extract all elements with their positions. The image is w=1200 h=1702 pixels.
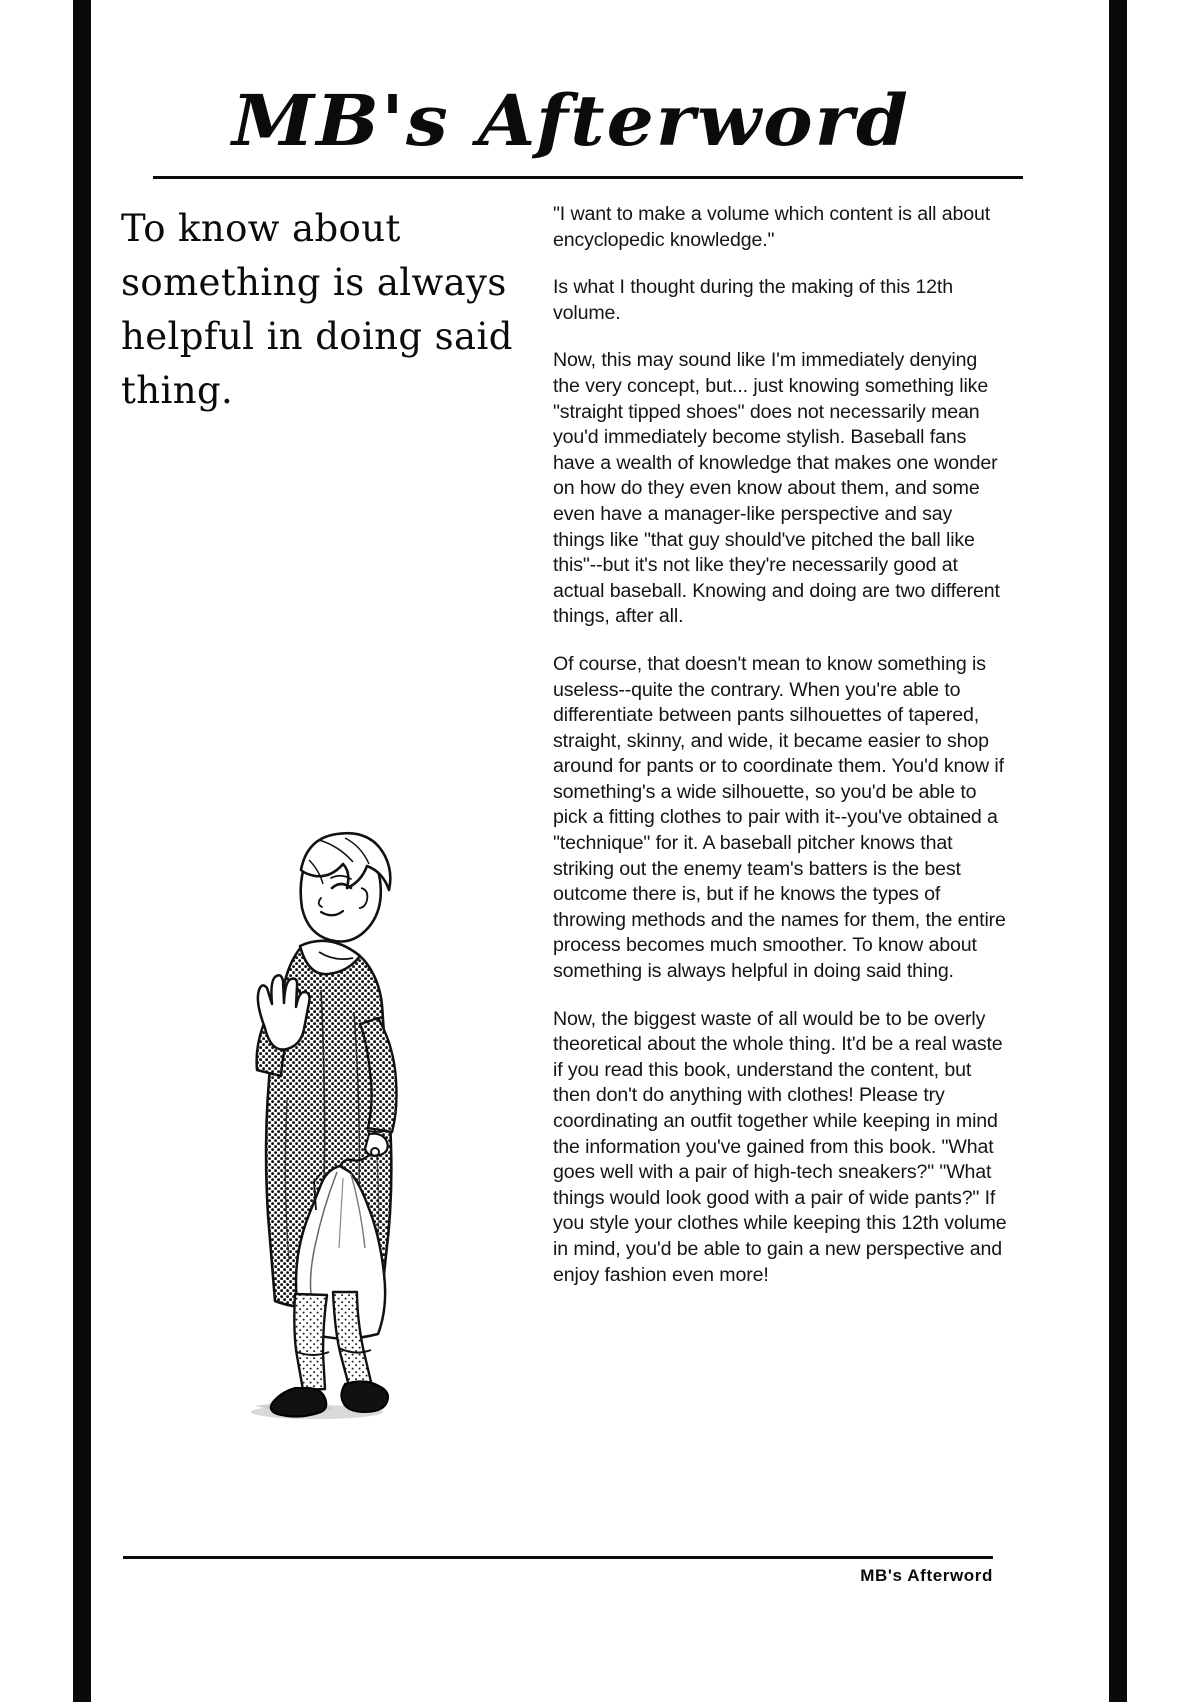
body-paragraph: Of course, that doesn't mean to know something is useless--quite the contrary. When you're able to differentiate between pants silhouettes of tapered, straight, skinny, and wide, it became easier to shop around for pants or to coordinate them. You'd know if something's a wide silhouette, so you'd be able to pick a fitting clothes to pair with it--you've obtained a "technique" for it. A baseball pitcher knows that striking out the enemy team's batters is the best outcome there is, but if he knows the types of throwing methods and the names for them, the entire process becomes much smoother. To know about something is always helpful in doing said thing.	[553, 652, 1006, 983]
page-frame-bar-left	[73, 0, 91, 1702]
page-title: MB's Afterword	[232, 79, 910, 162]
masthead	[121, 72, 1021, 184]
character-illustration	[169, 800, 509, 1440]
afterword-page	[91, 0, 1109, 1702]
page-frame-bar-right	[1109, 0, 1127, 1702]
body-paragraph: Now, the biggest waste of all would be to be overly theoretical about the whole thing. It'd be a real waste if you read this book, understand the content, but then don't do anything with clothes! Please try coordinating an outfit together while keeping in mind the information you've gained from this book. "What goes well with a pair of high-tech sneakers?" "What things would look good with a pair of wide pants?" If you style your clothes while keeping this 12th volume in mind, you'd be able to gain a new perspective and enjoy fashion even more!	[553, 1007, 1007, 1286]
body-paragraph: Now, this may sound like I'm immediately denying the very concept, but... just knowing something like "straight tipped shoes" does not necessarily mean you'd immediately become stylish. Baseball fans have a wealth of knowledge that makes one wonder on how do they even know about them, and some even have a manager-like perspective and say things like "that guy should've pitched the ball like this"--but it's not like they're necessarily good at actual baseball. Knowing and doing are two different things, after all.	[553, 349, 1000, 628]
footer-label: MB's Afterword	[860, 1566, 993, 1585]
footer-divider	[123, 1556, 993, 1559]
body-paragraph: Is what I thought during the making of this 12th volume.	[553, 276, 953, 324]
body-paragraph: "I want to make a volume which content is all about encyclopedic knowledge."	[553, 203, 991, 251]
masthead-divider	[153, 176, 1023, 179]
afterword-body	[553, 202, 1008, 1288]
pull-quote: To know about something is always helpful in doing said thing.	[121, 207, 513, 412]
